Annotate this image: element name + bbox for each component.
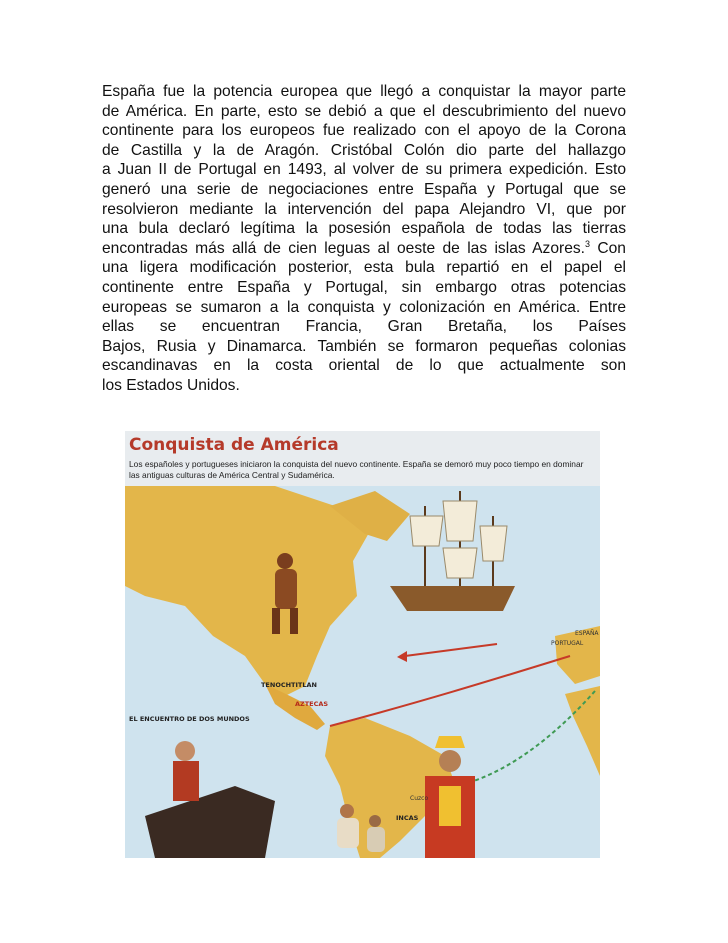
figure-title: Conquista de América xyxy=(129,435,339,455)
label-cuzco: Cuzco xyxy=(410,795,429,802)
paragraph-line: Bajos, Rusia y Dinamarca. También se formaron pequeñas colonias xyxy=(102,337,626,355)
paragraph-line: a Juan II de Portugal en 1493, al volver de su primera expedición. Esto xyxy=(102,161,626,179)
label-encuentro: EL ENCUENTRO DE DOS MUNDOS xyxy=(129,715,250,723)
paragraph-line: europeas se sumaron a la conquista y colonización en América. Entre xyxy=(102,298,626,316)
figure-subtitle: Los españoles y portugueses iniciaron la conquista del nuevo continente. España se demoró muy poco tiempo en dominar las antiguas culturas de América Central y Sudamérica. xyxy=(129,459,584,480)
paragraph-line: resolvieron mediante la intervención del papa Alejandro VI, que por xyxy=(102,200,626,218)
label-tenochtitlan: TENOCHTITLAN xyxy=(261,681,317,689)
label-portugal: PORTUGAL xyxy=(551,640,584,647)
paragraph-line: España fue la potencia europea que llegó a conquistar la mayor parte xyxy=(102,83,626,100)
conquest-map-illustration xyxy=(125,431,600,858)
paragraph-line: una bula declaró legítima la posesión española de todas las tierras xyxy=(102,220,626,238)
label-aztecas: AZTECAS xyxy=(295,700,329,708)
figure-header xyxy=(125,431,600,486)
map-graphic xyxy=(125,486,600,858)
paragraph-line: de Castilla y la de Aragón. Cristóbal Colón dio parte del hallazgo xyxy=(102,141,626,159)
paragraph-line-with-footnote xyxy=(102,239,626,259)
paragraph-line-text: encontradas más allá de cien leguas al oeste de las islas Azores. xyxy=(102,239,586,257)
paragraph-line: generó una serie de negociaciones entre España y Portugal que se xyxy=(102,180,626,198)
label-incas: INCAS xyxy=(396,814,419,822)
paragraph-line-tail: Con xyxy=(590,239,626,257)
paragraph-line: ellas se encuentran Francia, Gran Bretaña, los Países xyxy=(102,318,626,336)
paragraph-line: de América. En parte, esto se debió a que el descubrimiento del nuevo xyxy=(102,102,626,120)
paragraph-line: los Estados Unidos. xyxy=(102,376,240,394)
paragraph-line: continente para los europeos fue realizado con el apoyo de la Corona xyxy=(102,122,626,140)
footnote-reference[interactable]: 3 xyxy=(585,238,591,249)
paragraph-line: una ligera modificación posterior, esta bula repartió en el papel el xyxy=(102,259,626,277)
paragraph-line: continente entre España y Portugal, sin embargo otras potencias xyxy=(102,278,626,296)
paragraph-line: escandinavas en la costa oriental de lo que actualmente son xyxy=(102,357,626,375)
label-espana: ESPAÑA xyxy=(575,630,599,637)
body-paragraph xyxy=(102,82,626,396)
